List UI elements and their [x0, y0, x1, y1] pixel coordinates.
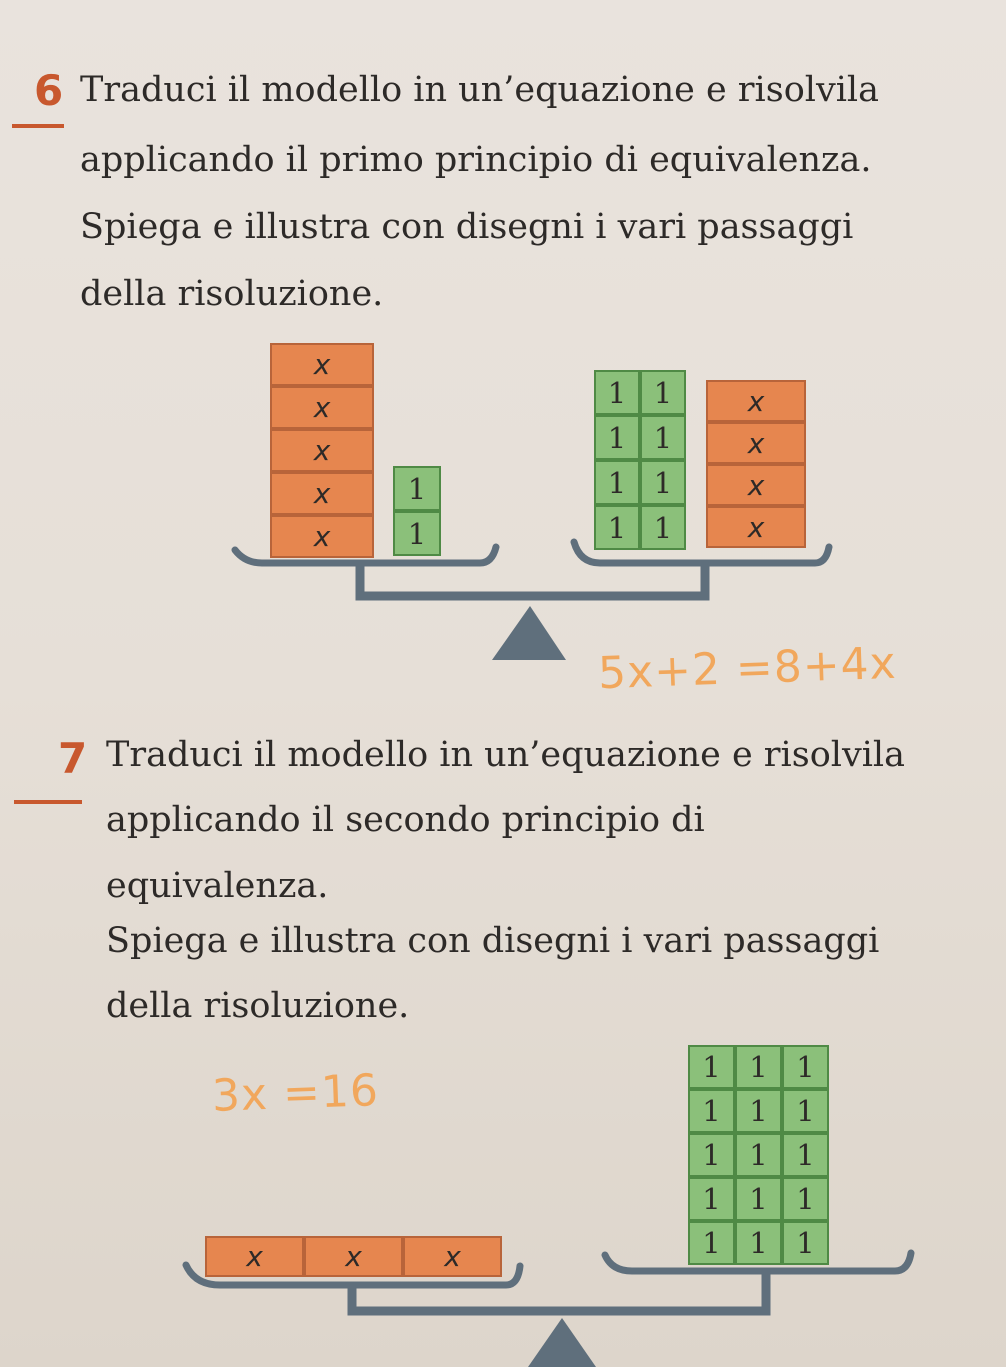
unit-block — [688, 1089, 735, 1133]
instruction-line: Traduci il modello in un’equazione e risolvila — [106, 735, 905, 775]
handwritten-equation: 5x+2 =8+4x — [597, 637, 898, 700]
unit-block-label: 1 — [653, 465, 673, 500]
unit-block-label: 1 — [653, 420, 673, 455]
unit-block — [782, 1089, 829, 1133]
unit-block-label: 1 — [607, 465, 627, 500]
unit-block — [688, 1177, 735, 1221]
unit-block-label: 1 — [607, 375, 627, 410]
x-block-label: x — [313, 520, 331, 553]
instruction-line: della risoluzione. — [80, 274, 384, 314]
x-block-label: x — [313, 434, 331, 467]
unit-block-label: 1 — [653, 510, 673, 545]
unit-block-label: 1 — [702, 1226, 721, 1260]
exercise-number: 7 — [58, 734, 88, 783]
unit-block-label: 1 — [749, 1050, 768, 1084]
unit-block-label: 1 — [702, 1138, 721, 1172]
unit-block-label: 1 — [702, 1182, 721, 1216]
unit-block-label: 1 — [749, 1182, 768, 1216]
x-block-label: x — [747, 384, 765, 418]
unit-block-label: 1 — [407, 471, 427, 506]
instruction-line: equivalenza. — [106, 866, 329, 906]
unit-block-label: 1 — [796, 1226, 815, 1260]
x-block — [205, 1236, 304, 1277]
exercise-number: 6 — [34, 66, 64, 115]
x-block — [304, 1236, 403, 1277]
unit-block — [688, 1221, 735, 1265]
x-block-label: x — [747, 426, 765, 460]
unit-block — [735, 1221, 782, 1265]
x-block — [403, 1236, 502, 1277]
balance-beam — [352, 1274, 766, 1311]
instruction-line: Spiega e illustra con disegni i vari passaggi — [106, 921, 880, 961]
instruction-line: Spiega e illustra con disegni i vari passaggi — [80, 207, 854, 247]
x-block-label: x — [313, 348, 331, 381]
unit-block-label: 1 — [607, 420, 627, 455]
unit-block — [782, 1133, 829, 1177]
unit-block-label: 1 — [796, 1094, 815, 1128]
x-block-label: x — [313, 391, 331, 424]
unit-block — [782, 1221, 829, 1265]
unit-block — [735, 1133, 782, 1177]
unit-block — [735, 1089, 782, 1133]
unit-block-label: 1 — [607, 510, 627, 545]
x-block-label: x — [246, 1240, 263, 1273]
x-block-label: x — [747, 468, 765, 502]
x-block-label: x — [313, 477, 331, 510]
unit-block — [735, 1177, 782, 1221]
unit-block — [782, 1045, 829, 1089]
instruction-line: della risoluzione. — [106, 986, 410, 1026]
x-block-label: x — [444, 1240, 461, 1273]
balance-fulcrum — [528, 1318, 596, 1367]
unit-block — [688, 1133, 735, 1177]
unit-block-label: 1 — [749, 1094, 768, 1128]
unit-block-label: 1 — [796, 1138, 815, 1172]
instruction-line: Traduci il modello in un’equazione e risolvila — [80, 70, 879, 110]
unit-block-label: 1 — [702, 1050, 721, 1084]
unit-block — [688, 1045, 735, 1089]
x-block-label: x — [345, 1240, 362, 1273]
unit-block-label: 1 — [702, 1094, 721, 1128]
unit-block — [782, 1177, 829, 1221]
unit-block — [735, 1045, 782, 1089]
instruction-line: applicando il secondo principio di — [106, 800, 705, 840]
x-block-label: x — [747, 510, 765, 544]
unit-block-label: 1 — [749, 1226, 768, 1260]
unit-block-label: 1 — [407, 516, 427, 551]
unit-block-label: 1 — [796, 1182, 815, 1216]
unit-block-label: 1 — [796, 1050, 815, 1084]
unit-block-label: 1 — [653, 375, 673, 410]
instruction-line: applicando il primo principio di equivalenza. — [80, 140, 872, 180]
handwritten-equation: 3x =16 — [211, 1065, 380, 1122]
unit-block-label: 1 — [749, 1138, 768, 1172]
